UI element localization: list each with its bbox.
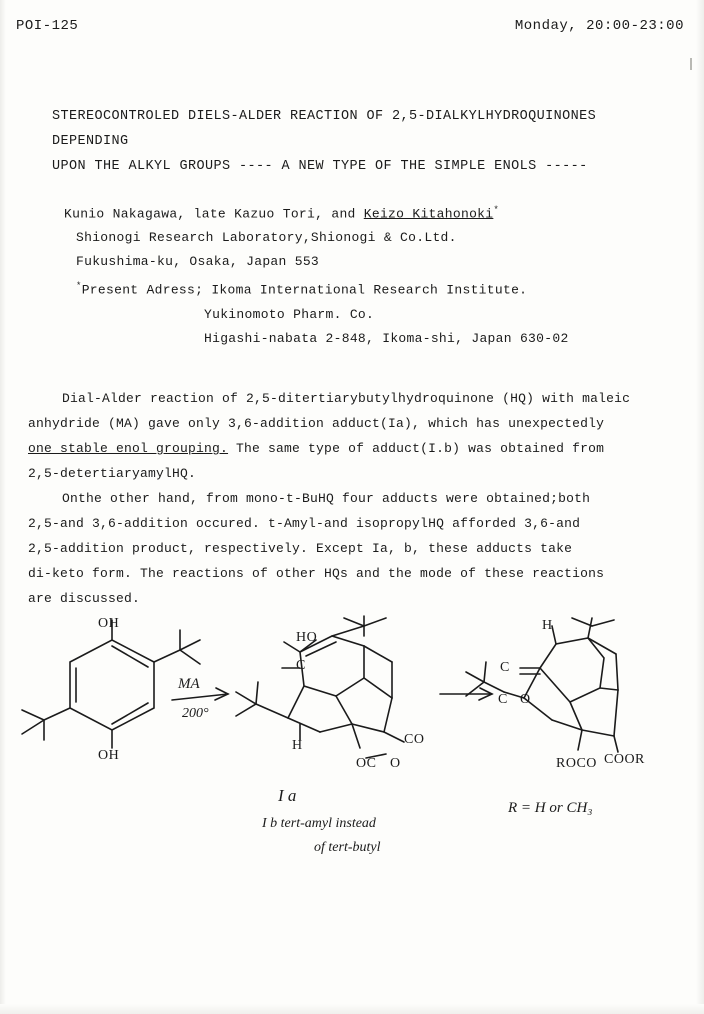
abstract-para-1-line-1: Dial-Alder reaction of 2,5-ditertiarybutylhydroquinone (HQ) with maleic (62, 391, 631, 406)
compound-caption-ib-line-2: of tert-butyl (314, 840, 381, 855)
title-line-2: UPON THE ALKYL GROUPS ---- A NEW TYPE OF THE SIMPLE ENOLS ----- (52, 159, 588, 174)
structure3-roco-label: ROCO (556, 756, 597, 771)
temperature-label: 200° (182, 706, 209, 721)
present-address-mark: * (76, 281, 82, 292)
abstract-text (28, 386, 674, 611)
abstract-para-2-line-3: 2,5-addition product, respectively. Except Ia, b, these adducts take (28, 541, 573, 556)
abstract-para-2-line-5: are discussed. (28, 591, 141, 606)
author-footnote-mark: * (493, 205, 500, 215)
reagent-label: MA (178, 676, 200, 692)
author-corresponding: Keizo Kitahonoki (363, 206, 494, 222)
compound-caption-ib (262, 812, 542, 860)
structure3-coor-label: COOR (604, 752, 645, 767)
structure3-c2-label: C (498, 692, 508, 707)
structure1-bottom-oh-label: OH (98, 748, 120, 763)
paper-title (52, 104, 662, 179)
structure2-h-label: H (292, 738, 303, 753)
structure2-o-label: O (390, 756, 401, 771)
abstract-underlined-phrase: one stable enol grouping. (28, 441, 229, 456)
structure3-h-label: H (542, 618, 553, 633)
structure2-co-label: CO (404, 732, 425, 747)
abstract-para-1-line-3 (28, 436, 674, 461)
abstract-para-2-line-1: Onthe other hand, from mono-t-BuHQ four adducts were obtained;both (62, 491, 591, 506)
title-line-1: STEREOCONTROLED DIELS-ALDER REACTION OF 2,5-DIALKYLHYDROQUINONES DEPENDING (52, 109, 597, 149)
compound-caption-ib-line-1: I b tert-amyl instead (262, 816, 376, 831)
affiliation-line-1: Shionogi Research Laboratory,Shionogi & Co.Ltd. (76, 230, 457, 246)
compound-caption-ia: I a (278, 786, 297, 805)
header-schedule: Monday, 20:00-23:00 (514, 18, 684, 34)
abstract-para-1-line-4: 2,5-detertiaryamylHQ. (28, 466, 197, 481)
abstract-para-1-line-2: anhydride (MA) gave only 3,6-addition adduct(Ia), which has unexpectedly (28, 416, 605, 431)
structure3-c-label: C (500, 660, 510, 675)
header-code: POI-125 (16, 18, 79, 34)
abstract-para-2-line-2: 2,5-and 3,6-addition occured. t-Amyl-and isopropylHQ afforded 3,6-and (28, 516, 581, 531)
structure2-oc-label: OC (356, 756, 377, 771)
affiliation-line-2: Fukushima-ku, Osaka, Japan 553 (76, 254, 320, 270)
author-names-plain: Kunio Nakagawa, late Kazuo Tori, and (64, 206, 364, 222)
abstract-para-1-line-3-rest: The same type of adduct(I.b) was obtained from (228, 441, 605, 456)
present-address-line-3: Higashi-nabata 2-848, Ikoma-shi, Japan 630-02 (204, 330, 569, 346)
structure2-ho-label: HO (296, 630, 318, 645)
margin-tick-mark (690, 58, 692, 70)
structure3-o-label: O (520, 692, 531, 707)
scan-edge-bottom (0, 1004, 704, 1014)
present-address-text: Present Adress; Ikoma International Research Institute. (81, 282, 528, 298)
structure1-top-oh-label: OH (98, 616, 120, 631)
r-group-definition: R = H or CH₃ (508, 800, 593, 816)
abstract-para-2-line-4: di-keto form. The reactions of other HQs and the mode of these reactions (28, 566, 605, 581)
author-line-1 (64, 198, 664, 226)
present-address-line-2: Yukinomoto Pharm. Co. (204, 306, 375, 322)
author-block (64, 198, 664, 351)
structure2-c-label: C (296, 658, 306, 673)
present-address-line (64, 274, 664, 302)
